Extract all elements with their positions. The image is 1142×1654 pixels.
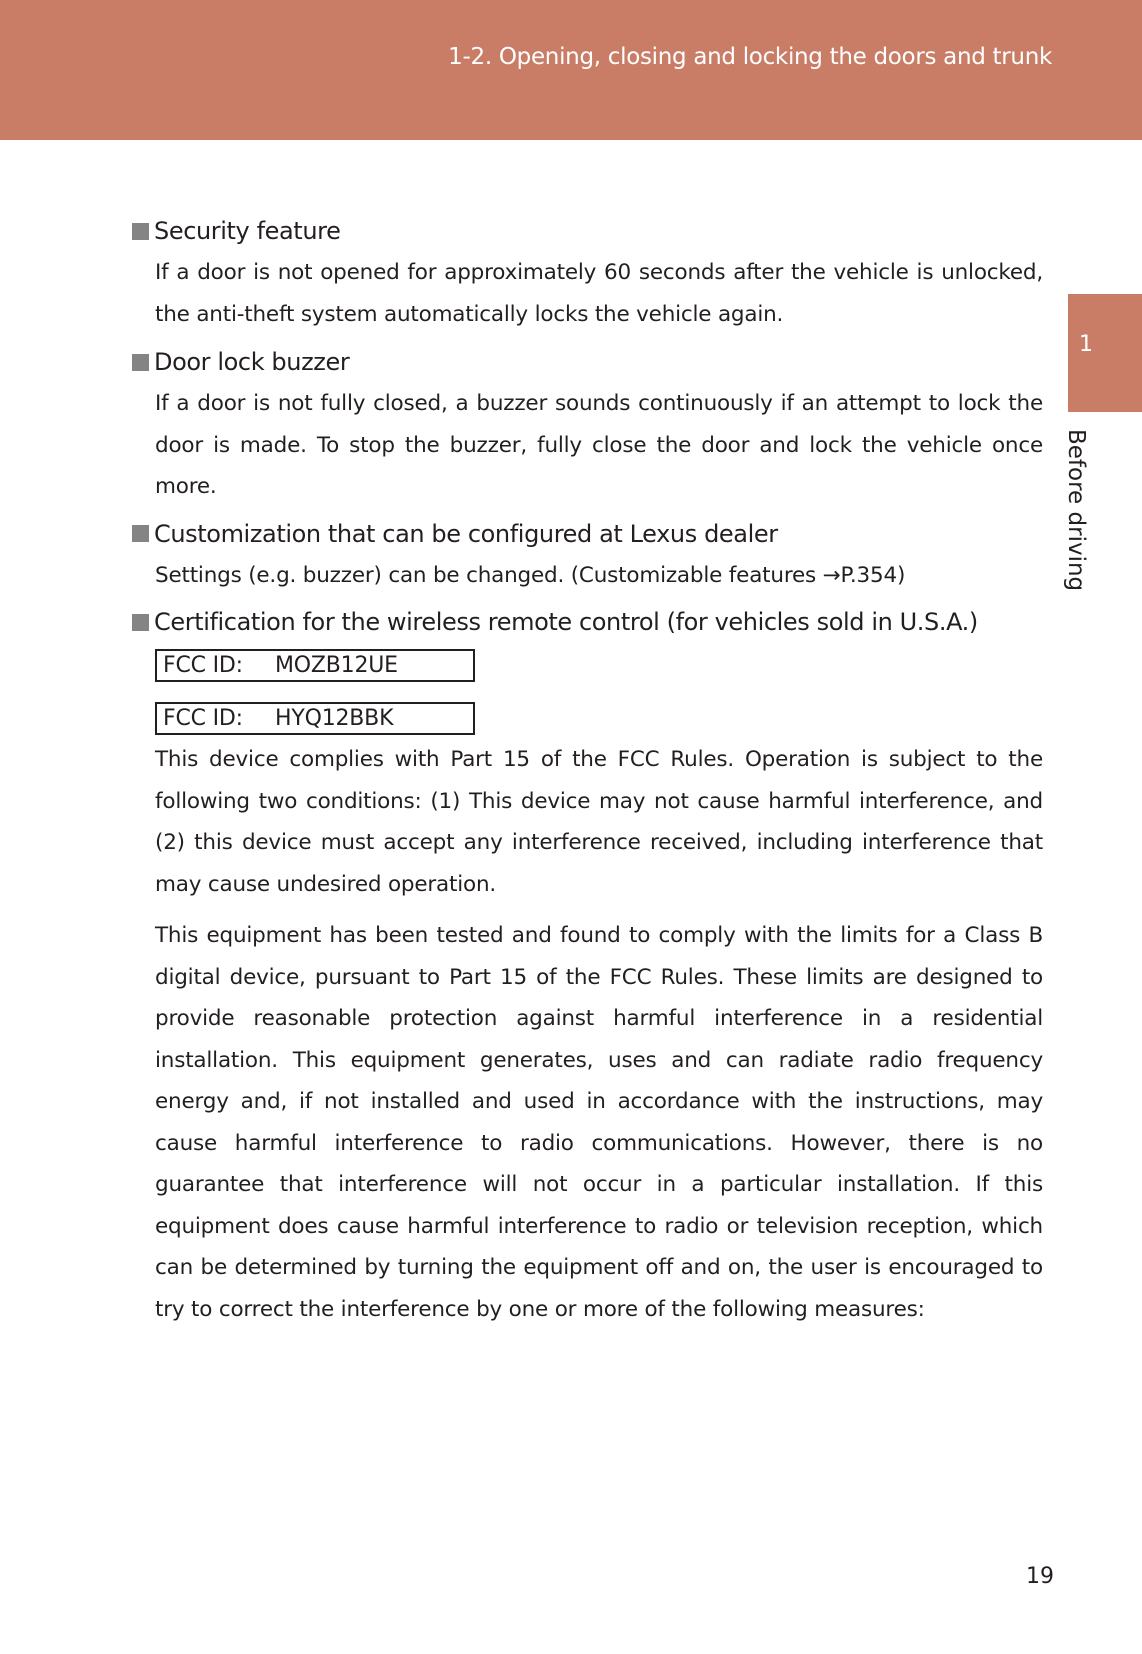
fcc-id-box (155, 649, 475, 682)
fcc-id-label: FCC ID: (163, 706, 243, 731)
page-content (132, 214, 1042, 1330)
section-text-door-lock-buzzer: If a door is not fully closed, a buzzer sounds continuously if an attempt to lock the door is made. To stop the buzzer, fully close the door and lock the vehicle once more. (155, 391, 1043, 499)
section-text-customization: Settings (e.g. buzzer) can be changed. (Customizable features →P.354) (155, 562, 906, 588)
heading-text: Door lock buzzer (154, 348, 350, 376)
square-bullet-icon (132, 614, 149, 631)
heading-text: Certification for the wireless remote control (for vehicles sold in U.S.A.) (154, 608, 978, 636)
section-heading-security-feature (132, 214, 1042, 248)
header-bar (0, 0, 1142, 140)
fcc-id-box (155, 702, 475, 735)
section-heading-certification (132, 605, 1042, 639)
square-bullet-icon (132, 223, 149, 240)
heading-text: Customization that can be configured at Lexus dealer (154, 519, 778, 548)
fcc-equipment-paragraph: This equipment has been tested and found to comply with the limits for a Class B digital device, pursuant to Part 15 of the FCC Rules. These limits are designed to provide reasonable protection against harmful interference in a residential installation. This equipment generates, uses and can radiate radio frequency energy and, if not installed and used in accordance with the instructions, may cause harmful interference to radio communications. However, there is no guarantee that interference will not occur in a particular installation. If this equipment does cause harmful interference to radio or television reception, which can be determined by turning the equipment off and on, the user is encouraged to try to correct the interference by one or more of the following measures: (155, 923, 1043, 1322)
section-text-security-feature: If a door is not opened for approximately 60 seconds after the vehicle is unlocked, the anti-theft system automatically locks the vehicle again. (155, 260, 1043, 327)
square-bullet-icon (132, 525, 149, 542)
fcc-id-value: MOZB12UE (275, 653, 398, 678)
fcc-compliance-paragraph: This device complies with Part 15 of the FCC Rules. Operation is subject to the following two conditions: (1) This device may not cause harmful interference, and (2) this device must accept any interference received, including interference that may cause undesired operation. (155, 747, 1043, 897)
chapter-name: Before driving (1063, 429, 1089, 592)
fcc-id-value: HYQ12BBK (275, 706, 394, 731)
chapter-number: 1 (1079, 332, 1093, 357)
chapter-tab (1068, 294, 1142, 412)
page-number: 19 (1026, 1564, 1054, 1589)
heading-text: Security feature (154, 217, 341, 245)
section-title: 1-2. Opening, closing and locking the doors and trunk (448, 44, 1052, 70)
fcc-id-label: FCC ID: (163, 653, 243, 678)
section-heading-customization (132, 517, 1042, 551)
square-bullet-icon (132, 354, 149, 371)
section-heading-door-lock-buzzer (132, 345, 1042, 379)
